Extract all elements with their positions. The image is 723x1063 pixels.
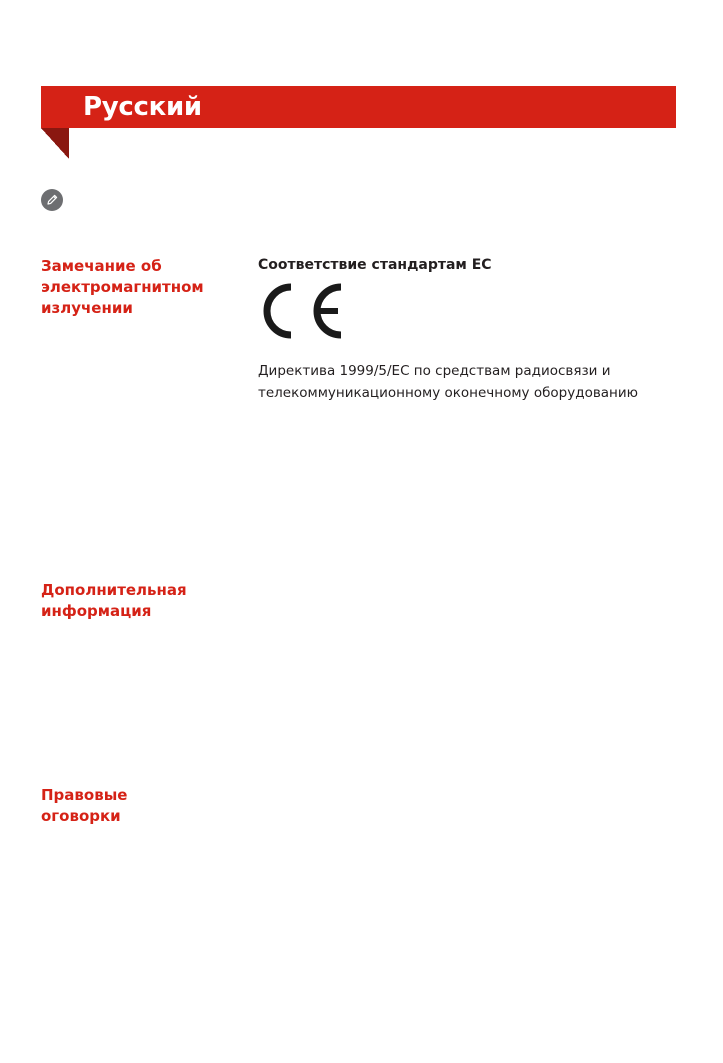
pencil-icon xyxy=(41,189,63,211)
section-heading-emi: Замечание об электромагнитном излучении xyxy=(41,257,204,317)
compliance-title: Соответствие стандартам ЕС xyxy=(258,257,492,273)
directive-text: Директива 1999/5/EC по средствам радиосвязи и телекоммуникационному оконечному оборудованию xyxy=(258,363,639,401)
banner-fold xyxy=(41,128,69,159)
section-heading-additional-info: Дополнительная информация xyxy=(41,581,187,620)
ce-mark-icon xyxy=(258,283,344,343)
section-heading-disclaimers: Правовые оговорки xyxy=(41,786,128,825)
page-title: Русский xyxy=(83,92,202,122)
